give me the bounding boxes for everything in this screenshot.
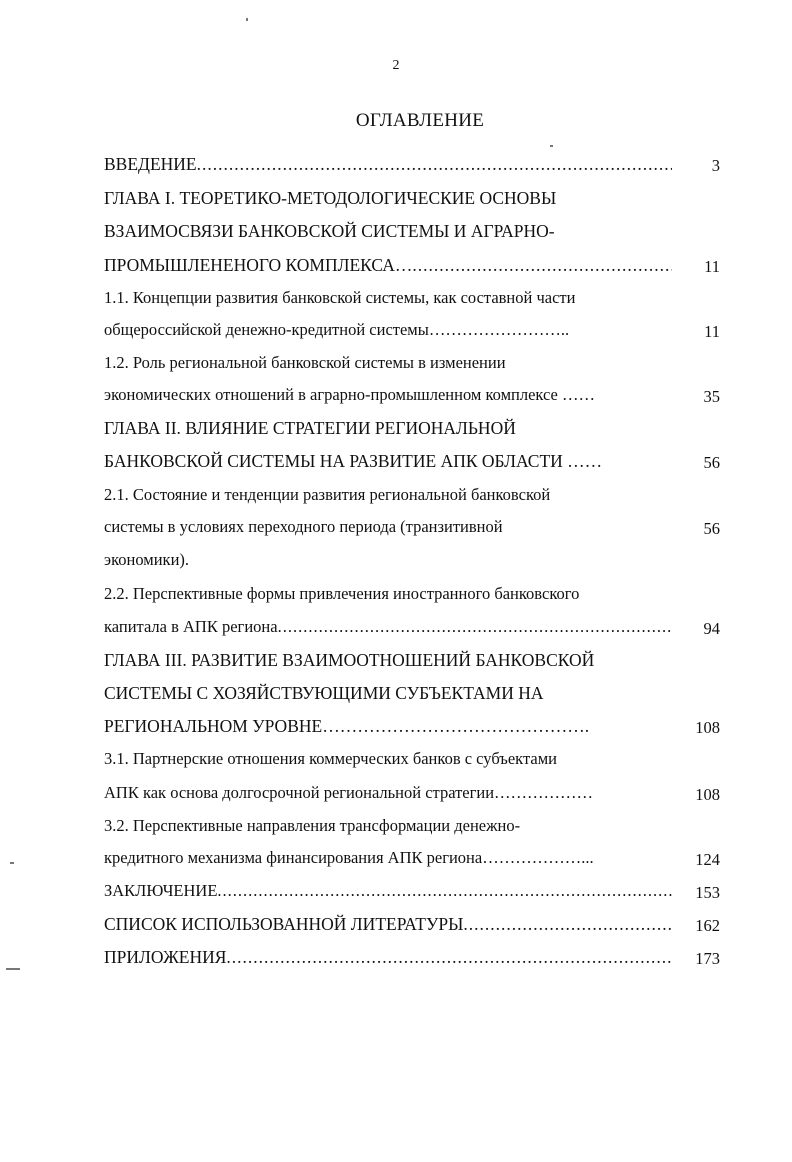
toc-entry-section-2-1[interactable] xyxy=(104,485,672,509)
toc-entry-section-2-2-cont xyxy=(104,617,672,641)
toc-page-number: 11 xyxy=(704,322,720,341)
toc-entry-chapter-2[interactable] xyxy=(104,418,672,442)
toc-entry-section-3-2[interactable] xyxy=(104,816,672,840)
toc-entry-section-1-1-cont xyxy=(104,320,672,344)
toc-entry-chapter-3-cont xyxy=(104,683,672,707)
toc-entry-section-1-2-cont xyxy=(104,385,672,409)
toc-entry-chapter-1-cont xyxy=(104,255,672,279)
toc-entry-section-2-2[interactable] xyxy=(104,584,672,608)
toc-entry-bibliography[interactable] xyxy=(104,914,672,938)
toc-line: ПРИЛОЖЕНИЯ xyxy=(104,947,227,967)
toc-line: системы в условиях переходного периода (транзитивной xyxy=(104,517,503,536)
scan-mark xyxy=(550,145,553,147)
toc-page-number: 11 xyxy=(704,257,720,276)
toc-entry-section-1-1[interactable] xyxy=(104,288,672,312)
toc-entry-introduction[interactable] xyxy=(104,154,672,178)
toc-line: АПК как основа долгосрочной региональной стратегии……………… xyxy=(104,783,594,802)
toc-line: 2.2. Перспективные формы привлечения иностранного банковского xyxy=(104,584,580,603)
toc-entry-section-2-1-cont xyxy=(104,517,672,541)
toc-entry-chapter-2-cont xyxy=(104,451,672,475)
toc-line: ВЗАИМОСВЯЗИ БАНКОВСКОЙ СИСТЕМЫ И АГРАРНО- xyxy=(104,221,555,241)
toc-line: экономики). xyxy=(104,550,190,569)
toc-entry-chapter-1[interactable] xyxy=(104,188,672,212)
toc-line: 1.1. Концепции развития банковской системы, как составной части xyxy=(104,288,576,307)
toc-line: капитала в АПК региона xyxy=(104,617,278,636)
toc-page-number: 108 xyxy=(695,785,720,804)
toc-line: ВВЕДЕНИЕ xyxy=(104,154,197,174)
toc-entry-section-2-1-cont xyxy=(104,550,672,574)
toc-line: ГЛАВА I. ТЕОРЕТИКО-МЕТОДОЛОГИЧЕСКИЕ ОСНОВЫ xyxy=(104,188,557,208)
toc-line: ЗАКЛЮЧЕНИЕ xyxy=(104,881,218,900)
toc-line: экономических отношений в аграрно-промышленном комплексе …… xyxy=(104,385,595,404)
toc-line: 1.2. Роль региональной банковской системы в изменении xyxy=(104,353,506,372)
toc-entry-conclusion[interactable] xyxy=(104,881,672,905)
toc-line: 3.1. Партнерские отношения коммерческих банков с субъектами xyxy=(104,749,557,768)
toc-page-number: 124 xyxy=(695,850,720,869)
toc-line: СПИСОК ИСПОЛЬЗОВАННОЙ ЛИТЕРАТУРЫ xyxy=(104,914,464,934)
toc-page-number: 162 xyxy=(695,916,720,935)
toc-line: ГЛАВА III. РАЗВИТИЕ ВЗАИМООТНОШЕНИЙ БАНКОВСКОЙ xyxy=(104,650,595,670)
toc-entry-chapter-3-cont xyxy=(104,716,672,740)
toc-line: ПРОМЫШЛЕНЕНОГО КОМПЛЕКСА… xyxy=(104,255,413,275)
toc-entry-chapter-1-cont xyxy=(104,221,672,245)
toc-title: ОГЛАВЛЕНИЕ xyxy=(355,110,485,131)
toc-page-number: 35 xyxy=(703,387,720,406)
toc-page-number: 56 xyxy=(703,453,720,472)
scan-mark xyxy=(10,862,14,864)
toc-line: ГЛАВА II. ВЛИЯНИЕ СТРАТЕГИИ РЕГИОНАЛЬНОЙ xyxy=(104,418,516,438)
toc-entry-section-3-1[interactable] xyxy=(104,749,672,773)
toc-entry-section-3-1-cont xyxy=(104,783,672,807)
toc-page-number: 173 xyxy=(695,949,720,968)
toc-line: 3.2. Перспективные направления трансформации денежно- xyxy=(104,816,521,835)
toc-page-number: 3 xyxy=(711,156,720,175)
scan-mark xyxy=(6,968,20,970)
toc-entry-appendices[interactable] xyxy=(104,947,672,971)
toc-entry-section-3-2-cont xyxy=(104,848,672,872)
toc-page-number: 94 xyxy=(703,619,720,638)
toc-entry-chapter-3[interactable] xyxy=(104,650,672,674)
toc-line: общероссийской денежно-кредитной системы…………………….. xyxy=(104,320,570,339)
scan-mark xyxy=(246,18,248,21)
page-number: 2 xyxy=(392,58,400,73)
toc-page-number: 56 xyxy=(703,519,720,538)
toc-line: БАНКОВСКОЙ СИСТЕМЫ НА РАЗВИТИЕ АПК ОБЛАСТИ …… xyxy=(104,451,603,471)
toc-line: СИСТЕМЫ С ХОЗЯЙСТВУЮЩИМИ СУБЪЕКТАМИ НА xyxy=(104,683,544,703)
toc-entry-section-1-2[interactable] xyxy=(104,353,672,377)
toc-line: 2.1. Состояние и тенденции развития региональной банковской xyxy=(104,485,551,504)
toc-page-number: 153 xyxy=(695,883,720,902)
toc-page-number: 108 xyxy=(695,718,720,737)
toc-line: кредитного механизма финансирования АПК региона………………... xyxy=(104,848,594,867)
toc-line: РЕГИОНАЛЬНОМ УРОВНЕ………………………………………. xyxy=(104,716,590,736)
